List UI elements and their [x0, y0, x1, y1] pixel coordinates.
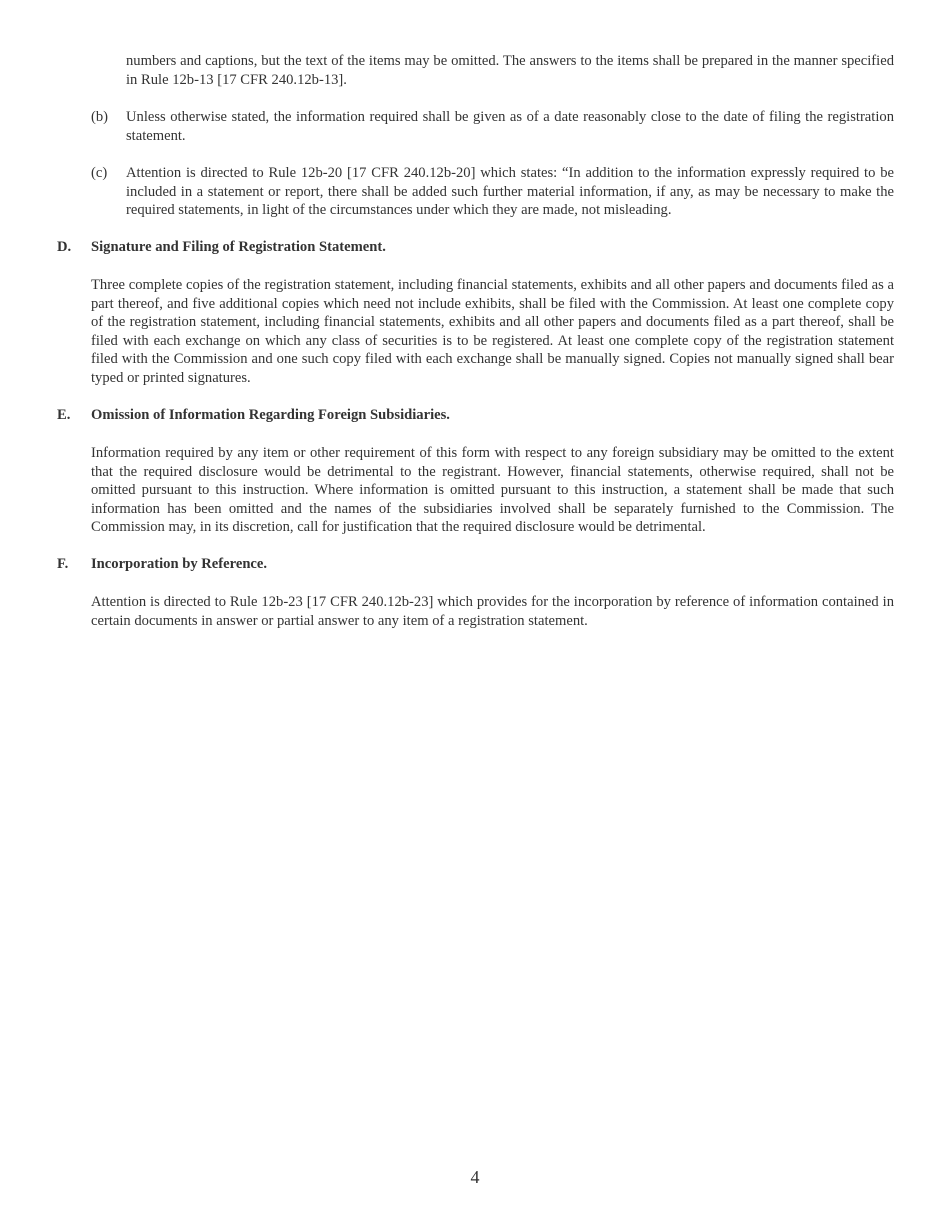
page-number: 4 — [470, 1167, 480, 1187]
section-body-e: Information required by any item or other requirement of this form with respect to any foreign subsidiary may be omitted to the extent that the required disclosure would be detrimental to the registrant. However, financial statements, otherwise required, shall not be omitted pursuant to this instruction. Where information is omitted pursuant to this instruction, a statement shall be made that such information has been omitted and the names of the subsidiaries involved shall be separately furnished to the Commission. The Commission may, in its discretion, call for justification that the required disclosure would be detrimental. — [91, 445, 894, 536]
instruction-item-b — [91, 108, 894, 145]
item-text: Attention is directed to Rule 12b-20 [17 CFR 240.12b-20] which states: “In addition to the information expressly required to be included in a statement or report, there shall be added such further material information, if any, as may be necessary to make the required statements, in light of the circumstances under which they are made, not misleading. — [126, 165, 894, 219]
section-letter: E. — [57, 407, 71, 423]
section-title: Omission of Information Regarding Foreign Subsidiaries. — [91, 407, 450, 423]
section-body-f: Attention is directed to Rule 12b-23 [17 CFR 240.12b-23] which provides for the incorporation by reference of information contained in certain documents in answer or partial answer to any item of a registration statement. — [91, 594, 894, 629]
section-body-d: Three complete copies of the registration statement, including financial statements, exhibits and all other papers and documents filed as a part thereof, and five additional copies which need not include exhibits, shall be filed with the Commission. At least one complete copy of the registration statement, including financial statements, exhibits and all other papers and documents filed as a part thereof, shall be filed with each exchange on which any class of securities is to be registered. At least one complete copy of the registration statement filed with the Commission and one such copy filed with each exchange shall be manually signed. Copies not manually signed shall bear typed or printed signatures. — [91, 277, 894, 386]
section-title: Incorporation by Reference. — [91, 556, 268, 572]
instruction-item-c — [91, 164, 894, 220]
item-marker: (c) — [91, 165, 108, 181]
section-letter: D. — [57, 239, 72, 255]
section-letter: F. — [57, 556, 69, 572]
item-text: Unless otherwise stated, the information required shall be given as of a date reasonably close to the date of filing the registration statement. — [126, 109, 894, 144]
item-marker: (b) — [91, 109, 109, 125]
continuation-paragraph: numbers and captions, but the text of the items may be omitted. The answers to the items shall be prepared in the manner specified in Rule 12b-13 [17 CFR 240.12b-13]. — [126, 53, 894, 88]
section-title: Signature and Filing of Registration Statement. — [91, 239, 386, 255]
